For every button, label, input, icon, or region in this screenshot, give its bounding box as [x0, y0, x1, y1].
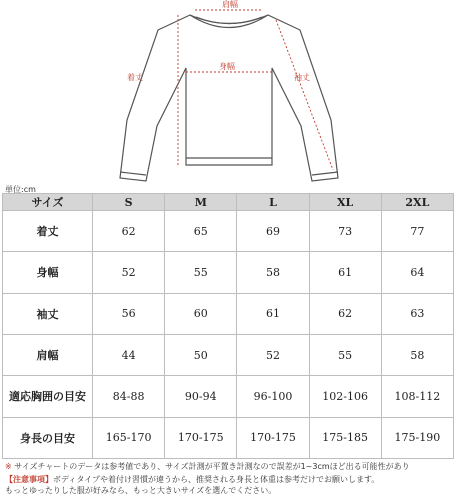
note-mark: ※: [5, 462, 12, 471]
shirt-diagram: [0, 0, 457, 185]
table-cell: 84-88: [93, 376, 165, 417]
table-cell: 65: [165, 211, 237, 252]
table-cell: 73: [309, 211, 381, 252]
table-row: [3, 334, 454, 375]
table-cell: 90-94: [165, 376, 237, 417]
note-text: サイズチャートのデータは参考値であり、サイズ計測が平置き計測なので誤差が1~3cmほど出る可能性があり: [14, 462, 410, 471]
table-cell: 60: [165, 293, 237, 334]
row-label: 身幅: [3, 252, 93, 293]
measure-lines: [178, 10, 333, 170]
corner-header: サイズ: [3, 194, 93, 211]
table-cell: 61: [309, 252, 381, 293]
caution-line-2: もっとゆったりした服が好みなら、もっと大きいサイズを選んでください。: [5, 486, 277, 495]
table-cell: 55: [309, 334, 381, 375]
measurement-note: [5, 461, 410, 472]
caution-heading: 【注意事項】: [5, 475, 53, 484]
table-cell: 52: [93, 252, 165, 293]
shoulder-width-label: 肩幅: [222, 0, 238, 9]
table-cell: 44: [93, 334, 165, 375]
table-cell: 61: [237, 293, 309, 334]
table-cell: 50: [165, 334, 237, 375]
table-row: [3, 211, 454, 252]
table-cell: 63: [381, 293, 453, 334]
table-cell: 56: [93, 293, 165, 334]
row-label: 適応胸囲の目安: [3, 376, 93, 417]
unit-label: 単位:cm: [5, 185, 36, 194]
table-cell: 170-175: [165, 417, 237, 458]
long-sleeve-shirt-outline: [120, 15, 338, 181]
sleeve-length-label: 袖丈: [294, 73, 310, 82]
table-row: [3, 293, 454, 334]
table-cell: 77: [381, 211, 453, 252]
table-cell: 58: [381, 334, 453, 375]
size-header: L: [237, 194, 309, 211]
table-cell: 165-170: [93, 417, 165, 458]
size-chart-table: [2, 193, 454, 459]
table-cell: 108-112: [381, 376, 453, 417]
table-cell: 55: [165, 252, 237, 293]
size-header: XL: [309, 194, 381, 211]
row-label: 身長の目安: [3, 417, 93, 458]
table-row: [3, 417, 454, 458]
table-cell: 96-100: [237, 376, 309, 417]
table-header-row: [3, 194, 454, 211]
size-header: S: [93, 194, 165, 211]
length-label: 着丈: [127, 73, 143, 82]
row-label: 着丈: [3, 211, 93, 252]
table-cell: 62: [309, 293, 381, 334]
table-cell: 52: [237, 334, 309, 375]
row-label: 袖丈: [3, 293, 93, 334]
row-label: 肩幅: [3, 334, 93, 375]
table-cell: 175-190: [381, 417, 453, 458]
table-cell: 102-106: [309, 376, 381, 417]
table-row: [3, 252, 454, 293]
chest-width-label: 身幅: [219, 62, 235, 71]
table-row: [3, 376, 454, 417]
table-cell: 69: [237, 211, 309, 252]
table-cell: 62: [93, 211, 165, 252]
size-header: M: [165, 194, 237, 211]
table-cell: 175-185: [309, 417, 381, 458]
table-cell: 64: [381, 252, 453, 293]
table-cell: 58: [237, 252, 309, 293]
size-header: 2XL: [381, 194, 453, 211]
table-cell: 170-175: [237, 417, 309, 458]
caution-line-1: ボディタイプや着付け習慣が違うから、推奨される身長と体重は参考だけでお願いします。: [53, 475, 380, 484]
caution-note: [5, 474, 379, 496]
